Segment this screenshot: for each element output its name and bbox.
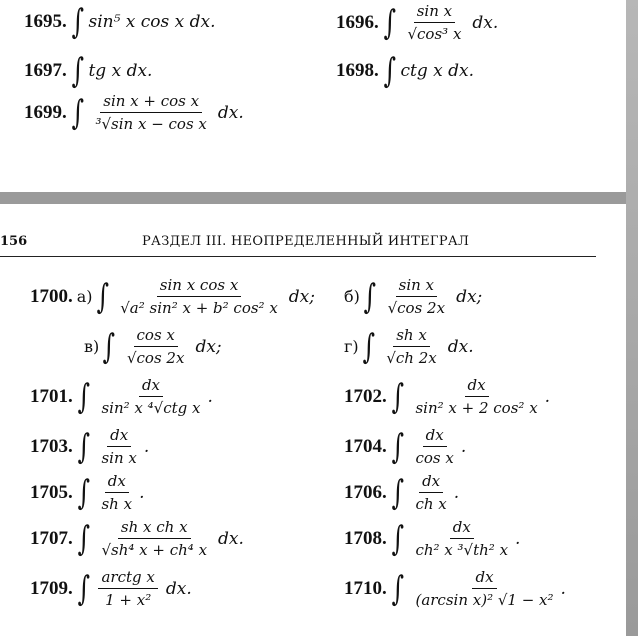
numerator: sin x cos x [157,276,242,297]
header-rule [0,256,596,257]
problem-1704 [344,426,466,467]
integral-sign: ∫ [71,51,84,91]
differential: dx. [218,528,244,549]
denominator: ³√sin x − cos x [95,115,207,133]
problem-1706 [344,472,459,513]
fraction [92,92,209,133]
fraction [98,518,210,559]
denominator: 1 + x² [105,591,152,609]
denominator: √cos 2x [387,299,446,317]
problem-number: 1695. [24,11,67,32]
differential: dx. [165,578,192,599]
fraction [98,426,139,467]
integral-sign: ∫ [362,326,375,367]
integral-sign: ∫ [102,326,116,367]
problem-number: 1703. [30,435,73,457]
problem-1707 [30,518,244,559]
fraction [98,472,135,513]
numerator: cos x [134,326,178,347]
problem-number: 1705. [30,481,73,503]
upper-page [0,0,626,192]
problem-1700-g [344,326,474,367]
part-label: в) [84,337,100,356]
fraction [117,276,281,317]
denominator: sin² x + 2 cos² x [415,399,538,417]
denominator: ch x [415,495,447,513]
differential: . [453,482,460,503]
fraction [383,326,439,367]
problem-number: 1697. [24,60,67,81]
fraction [412,376,540,417]
problem-1695 [24,2,216,42]
numerator: dx [419,472,443,493]
problem-1697 [24,51,153,91]
problem-number: 1696. [336,11,379,33]
differential: dx; [456,286,483,307]
page-gap [0,192,638,204]
numerator: sh x [393,326,430,347]
integral-sign: ∫ [71,92,84,133]
denominator: (arcsin x)² √1 − x² [415,591,554,609]
problem-number: 1699. [24,101,67,123]
differential: dx. [447,336,474,357]
numerator: sh x ch x [118,518,191,539]
denominator: √sh⁴ x + ch⁴ x [101,541,208,559]
problem-1702 [344,376,550,417]
integral-sign: ∫ [391,472,404,513]
differential: . [515,528,521,549]
fraction [385,276,448,317]
differential: dx. [472,12,499,33]
integral-sign: ∫ [77,518,90,559]
integral-sign: ∫ [391,376,404,417]
problem-number: 1706. [344,481,387,503]
differential: . [143,436,150,457]
numerator: sin x + cos x [100,92,202,113]
problem-number: 1700. [30,285,73,307]
problem-number: 1709. [30,577,73,599]
fraction [98,568,157,609]
part-label: г) [344,337,359,356]
differential: . [460,436,467,457]
section-title: РАЗДЕЛ III. НЕОПРЕДЕЛЕННЫЙ ИНТЕГРАЛ [142,234,470,249]
integral-sign: ∫ [391,426,404,467]
numerator: arctg x [98,568,157,589]
numerator: dx [465,376,489,397]
problem-1709 [30,568,192,609]
fraction [98,376,203,417]
problem-1701 [30,376,213,417]
numerator: sin x [414,2,455,23]
problem-1699 [24,92,244,133]
denominator: √ch 2x [386,349,437,367]
differential: . [544,386,551,407]
fraction [412,568,556,609]
differential: dx; [288,286,315,307]
denominator: sin² x ⁴√ctg x [101,399,201,417]
fraction [412,426,456,467]
denominator: √a² sin² x + b² cos² x [120,299,278,317]
integral-sign: ∫ [77,472,90,513]
numerator: dx [472,568,496,589]
problem-number: 1698. [336,60,379,81]
problem-number: 1707. [30,527,73,549]
integrand: ctg x dx. [400,61,474,81]
denominator: √cos³ x [407,25,462,43]
problem-number: 1704. [344,435,387,457]
problem-1705 [30,472,144,513]
integrand: sin⁵ x cos x dx. [88,12,216,32]
problem-number: 1702. [344,385,387,407]
problem-1700-v [84,326,222,367]
integrand: tg x dx. [88,61,153,81]
problem-1708 [344,518,520,559]
numerator: dx [423,426,447,447]
integral-sign: ∫ [391,568,404,609]
fraction [412,518,511,559]
integral-sign: ∫ [391,518,404,559]
denominator: sin x [101,449,137,467]
integral-sign: ∫ [71,2,84,42]
problem-number: 1708. [344,527,387,549]
integral-sign: ∫ [96,276,109,317]
numerator: dx [139,376,163,397]
fraction [412,472,449,513]
problem-1703 [30,426,149,467]
differential: . [560,578,566,599]
part-label: б) [344,287,360,306]
problem-number: 1710. [344,577,387,599]
numerator: sin x [396,276,437,297]
page-edge-shadow [626,0,638,636]
denominator: ch² x ³√th² x [415,541,509,559]
numerator: dx [107,426,131,447]
denominator: sh x [101,495,133,513]
integral-sign: ∫ [383,2,396,43]
integral-sign: ∫ [77,568,90,609]
problem-1710 [344,568,566,609]
numerator: dx [450,518,474,539]
page-number: 156 [0,234,28,249]
fraction [124,326,187,367]
differential: dx; [195,336,222,357]
part-label: а) [76,287,93,306]
denominator: cos x [415,449,454,467]
denominator: √cos 2x [126,349,185,367]
differential: . [207,386,213,407]
problem-1700-a [30,276,315,317]
problem-1700-b [344,276,482,317]
differential: dx. [217,102,244,123]
integral-sign: ∫ [77,376,90,417]
integral-sign: ∫ [363,276,376,317]
numerator: dx [105,472,129,493]
integral-sign: ∫ [383,51,396,91]
problem-1698 [336,51,474,91]
fraction [404,2,464,43]
problem-1696 [336,2,498,43]
integral-sign: ∫ [77,426,90,467]
problem-number: 1701. [30,385,73,407]
differential: . [139,482,145,503]
